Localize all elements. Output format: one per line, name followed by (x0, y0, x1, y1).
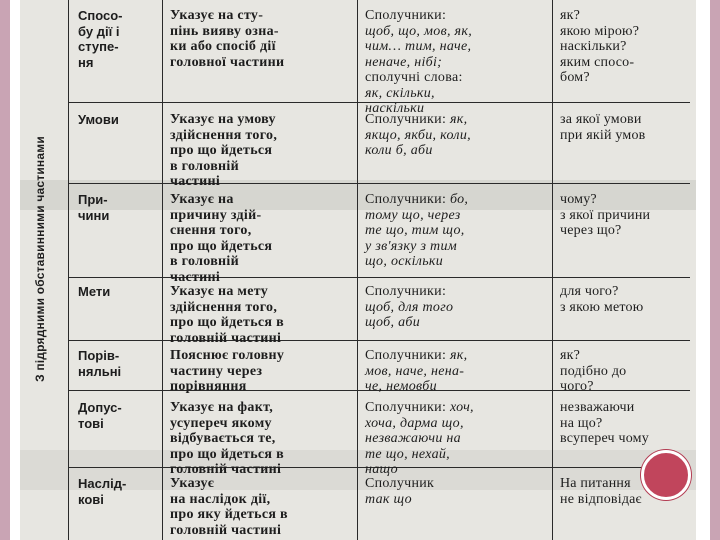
clause-conjunctions: Сполучники: бо, тому що, через те що, тим що, у зв'язку з тим що, оскільки (365, 192, 469, 269)
clause-question: незважаючи на що? всупереч чому (560, 400, 649, 446)
clause-conjunctions: Сполучники: як, мов, наче, нена- че, немовби (365, 348, 468, 394)
clause-meaning: Указує на мету здійснення того, про що йдеться в головній частині (170, 284, 284, 346)
clause-conjunctions: Сполучники: щоб, для того щоб, аби (365, 284, 454, 330)
clause-type: Мети (78, 284, 111, 299)
clause-meaning: Указує на наслідок дії, про яку йдеться в головній частині (170, 476, 288, 538)
clause-meaning: Указує на причину здій- снення того, про що йдеться в головній частині (170, 192, 273, 285)
right-decorative-rail (710, 0, 720, 540)
clause-question: як? якою мірою? наскільки? яким спосо- бом? (560, 8, 640, 85)
clause-meaning: Пояснює головну частину через порівняння (170, 348, 285, 394)
vertical-section-label: З підрядними обставинними частинами (33, 136, 47, 382)
clause-question: На питання не відповідає (560, 476, 642, 507)
clause-type: Наслід- кові (78, 476, 127, 507)
grid-line (162, 0, 163, 540)
clause-type: Допус- тові (78, 400, 122, 431)
clause-type: Спосо- бу дії і ступе- ня (78, 8, 123, 70)
clause-conjunctions: Сполучники: як, якщо, якби, коли, коли б, аби (365, 112, 471, 158)
clause-question: як? подібно до чого? (560, 348, 627, 394)
grid-line (68, 0, 69, 540)
clause-question: за якої умови при якій умов (560, 112, 646, 143)
scanned-table-page (20, 0, 696, 540)
clause-meaning: Указує на умову здійснення того, про що йдеться в головній частині (170, 112, 278, 189)
clause-meaning: Указує на факт, усупереч якому відбувається те, про що йдеться в головній частині (170, 400, 284, 477)
grid-line (357, 0, 358, 540)
clause-question: чому? з якої причини через що? (560, 192, 651, 238)
row-divider (68, 340, 690, 341)
row-divider (68, 277, 690, 278)
row-divider (68, 183, 690, 184)
clause-meaning: Указує на сту- пінь вияву озна- ки або спосіб дії головної частини (170, 8, 285, 70)
left-decorative-rail (0, 0, 10, 540)
clause-conjunctions: Сполучник так що (365, 476, 435, 507)
clause-conjunctions: Сполучники: хоч, хоча, дарма що, незважаючи на те що, нехай, нащо (365, 400, 474, 477)
clause-type: При- чини (78, 192, 110, 223)
clause-type: Порів- няльні (78, 348, 122, 379)
clause-conjunctions: Сполучники: щоб, що, мов, як, чим… тим, наче, неначе, нібі; сполучні слова: як, скільки, наскільки (365, 8, 473, 116)
grid-line (552, 0, 553, 540)
slide-badge-circle (641, 450, 691, 500)
clause-question: для чого? з якою метою (560, 284, 644, 315)
clause-type: Умови (78, 112, 119, 127)
